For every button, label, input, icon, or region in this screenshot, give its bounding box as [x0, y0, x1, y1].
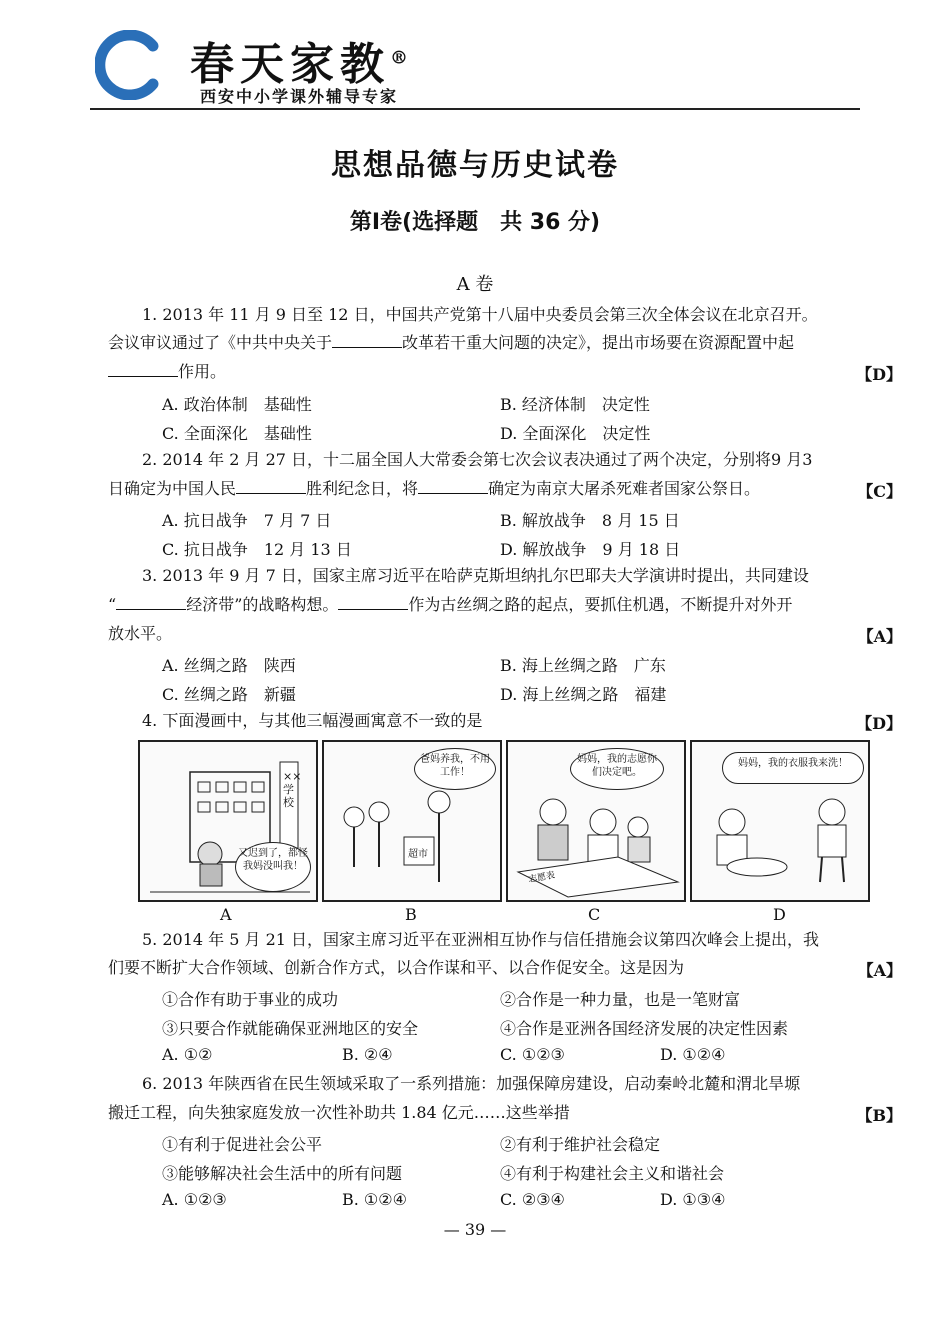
cartoon-panel-b [322, 740, 502, 902]
q2-answer: 【C】 [857, 482, 902, 501]
q2-option-d: D. 解放战争 9 月 18 日 [500, 540, 681, 559]
blank [338, 595, 408, 610]
header-divider [90, 108, 860, 110]
q1-line-3: 作用。 [108, 362, 903, 382]
blank [116, 595, 186, 610]
q5-statement-4: ④合作是亚洲各国经济发展的决定性因素 [500, 1019, 789, 1038]
q5-option-a: A. ①② [162, 1045, 213, 1064]
blank [236, 479, 306, 494]
q5-option-d: D. ①②④ [660, 1045, 726, 1064]
speech-bubble-c: 妈妈，我的志愿你们决定吧。 [570, 748, 664, 790]
shopping-bag-label: 超市 [408, 849, 428, 860]
q3-line-2: “ 经济带”的战略构想。 作为古丝绸之路的起点，要抓住机遇，不断提升对外开 [108, 595, 793, 614]
q1-option-b: B. 经济体制 决定性 [500, 395, 650, 414]
section-label: A 卷 [456, 274, 494, 295]
cartoon-caption-b: B [405, 905, 417, 924]
q5-answer: 【A】 [857, 961, 902, 980]
cartoon-caption-c: C [588, 905, 601, 924]
school-sign: ××学校 [283, 770, 302, 809]
q1-line-1: 1. 2013 年 11 月 9 日至 12 日，中国共产党第十八届中央委员会第三次全体会议在北京召开。 [142, 305, 818, 324]
q6-statement-3: ③能够解决社会生活中的所有问题 [162, 1164, 403, 1183]
q2-line-2: 日确定为中国人民 胜利纪念日，将 确定为南京大屠杀死难者国家公祭日。 [108, 479, 761, 498]
q6-line-1: 6. 2013 年陕西省在民生领域采取了一系列措施：加强保障房建设，启动秦岭北麓和渭北旱塬 [142, 1074, 801, 1093]
speech-bubble-a: 又迟到了，都怪我妈没叫我！ [235, 842, 311, 892]
q1-option-d: D. 全面深化 决定性 [500, 424, 651, 443]
q1-line-2: 会议审议通过了《中共中央关于 改革若干重大问题的决定》，提出市场要在资源配置中起 [108, 333, 795, 352]
q5-statement-2: ②合作是一种力量，也是一笔财富 [500, 990, 741, 1009]
q6-statement-1: ①有利于促进社会公平 [162, 1135, 323, 1154]
q1-option-c: C. 全面深化 基础性 [162, 424, 312, 443]
q6-option-a: A. ①②③ [162, 1190, 227, 1209]
cartoon-caption-d: D [773, 905, 786, 924]
q4-answer: 【D】 [856, 714, 902, 733]
part-subtitle: 第Ⅰ卷(选择题 共 36 分) [349, 210, 601, 235]
q5-line-2: 们要不断扩大合作领域、创新合作方式，以合作谋和平、以合作促安全。这是因为 [108, 958, 685, 977]
q4-line-1: 4. 下面漫画中，与其他三幅漫画寓意不一致的是 [142, 711, 483, 730]
q6-option-b: B. ①②④ [342, 1190, 407, 1209]
q3-option-c: C. 丝绸之路 新疆 [162, 685, 296, 704]
q2-line-1: 2. 2014 年 2 月 27 日，十二届全国人大常委会第七次会议表决通过了两个决定，分别将9 月3 [142, 450, 813, 469]
cartoon-panel-c [506, 740, 686, 902]
q5-statement-1: ①合作有助于事业的成功 [162, 990, 339, 1009]
page-title: 思想品德与历史试卷 [331, 148, 619, 183]
q3-answer: 【A】 [857, 627, 902, 646]
cartoon-panel-d [690, 740, 870, 902]
page-number: — 39 — [443, 1220, 507, 1239]
q3-option-a: A. 丝绸之路 陕西 [162, 656, 296, 675]
brand-slogan: 西安中小学课外辅导专家 [200, 87, 399, 106]
q6-answer: 【B】 [856, 1106, 902, 1125]
q6-statement-2: ②有利于维护社会稳定 [500, 1135, 661, 1154]
q1-answer: 【D】 [856, 365, 902, 384]
q3-line-3: 放水平。 [108, 624, 173, 643]
q2-option-a: A. 抗日战争 7 月 7 日 [162, 511, 332, 530]
q3-line-1: 3. 2013 年 9 月 7 日，国家主席习近平在哈萨克斯坦纳扎尔巴耶夫大学演讲时提出，共同建设 [142, 566, 809, 585]
q5-statement-3: ③只要合作就能确保亚洲地区的安全 [162, 1019, 419, 1038]
blank [418, 479, 488, 494]
q2-option-b: B. 解放战争 8 月 15 日 [500, 511, 680, 530]
q5-option-b: B. ②④ [342, 1045, 393, 1064]
cartoon-caption-a: A [220, 905, 232, 924]
q6-option-d: D. ①③④ [660, 1190, 726, 1209]
cartoon-panel-a [138, 740, 318, 902]
brand-name: 春天家教® [190, 39, 414, 90]
q3-option-b: B. 海上丝绸之路 广东 [500, 656, 666, 675]
q1-option-a: A. 政治体制 基础性 [162, 395, 312, 414]
q2-option-c: C. 抗日战争 12 月 13 日 [162, 540, 352, 559]
brand-logo-icon [95, 30, 165, 100]
q6-statement-4: ④有利于构建社会主义和谐社会 [500, 1164, 725, 1183]
q5-line-1: 5. 2014 年 5 月 21 日，国家主席习近平在亚洲相互协作与信任措施会议第四次峰会上提出，我 [142, 930, 820, 949]
q6-option-c: C. ②③④ [500, 1190, 565, 1209]
form-label: 志愿表 [527, 870, 556, 886]
speech-bubble-d: 妈妈，我的衣服我来洗！ [722, 752, 864, 784]
blank [108, 362, 178, 377]
q5-option-c: C. ①②③ [500, 1045, 565, 1064]
speech-bubble-b: 爸妈养我，不用工作！ [414, 748, 496, 790]
q6-line-2: 搬迁工程，向失独家庭发放一次性补助共 1.84 亿元……这些举措 [108, 1103, 570, 1122]
q3-option-d: D. 海上丝绸之路 福建 [500, 685, 667, 704]
blank [332, 333, 402, 348]
